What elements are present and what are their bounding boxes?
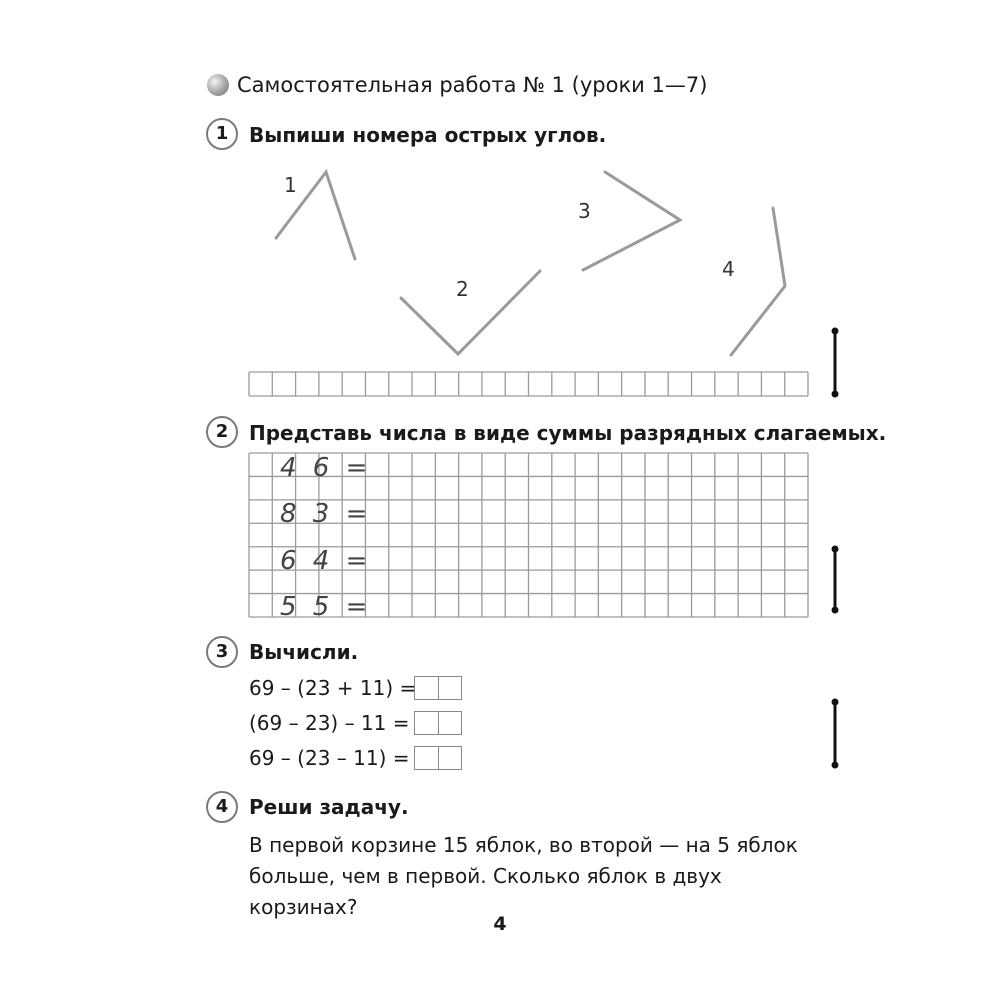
task-3-answer-box-2[interactable] <box>414 711 462 735</box>
angle-3 <box>583 172 680 270</box>
task-2-number-83: 8 3 = <box>280 499 372 529</box>
angle-label-2: 2 <box>456 277 469 301</box>
angle-2 <box>401 271 540 354</box>
page-number: 4 <box>493 913 507 935</box>
task-1-number: 1 <box>206 118 238 150</box>
task-1-title: Выпиши номера острых углов. <box>249 123 607 147</box>
task-3-answer-box-3[interactable] <box>414 746 462 770</box>
task-4-problem-line-2: больше, чем в первой. Сколько яблок в двух корзинах? <box>249 864 722 919</box>
angle-label-4: 4 <box>722 257 735 281</box>
task-4-number: 4 <box>206 791 238 823</box>
angle-label-3: 3 <box>578 199 591 223</box>
task-2-number: 2 <box>206 416 238 448</box>
task-4-title: Реши задачу. <box>249 795 409 819</box>
angle-4 <box>731 208 785 355</box>
task-1-answer-strip <box>249 372 808 396</box>
task-2-title: Представь числа в виде суммы разрядных слагаемых. <box>249 421 887 445</box>
page-title: Самостоятельная работа № 1 (уроки 1—7) <box>237 73 708 97</box>
task-3-number: 3 <box>206 636 238 668</box>
task-4-problem-line-1: В первой корзине 15 яблок, во второй — на 5 яблок <box>249 833 798 857</box>
task-2-number-64: 6 4 = <box>280 546 372 576</box>
task-3-expression-2: (69 – 23) – 11 = <box>249 711 410 735</box>
task-3-title: Вычисли. <box>249 640 359 664</box>
task-4-problem-text <box>249 830 819 923</box>
angle-label-1: 1 <box>284 173 297 197</box>
task-3-answer-box-1[interactable] <box>414 676 462 700</box>
task-3-expression-1: 69 – (23 + 11) = <box>249 676 417 700</box>
task-3-expression-3: 69 – (23 – 11) = <box>249 746 410 770</box>
task-2-number-55: 5 5 = <box>280 592 372 622</box>
task-2-number-46: 4 6 = <box>280 453 372 483</box>
